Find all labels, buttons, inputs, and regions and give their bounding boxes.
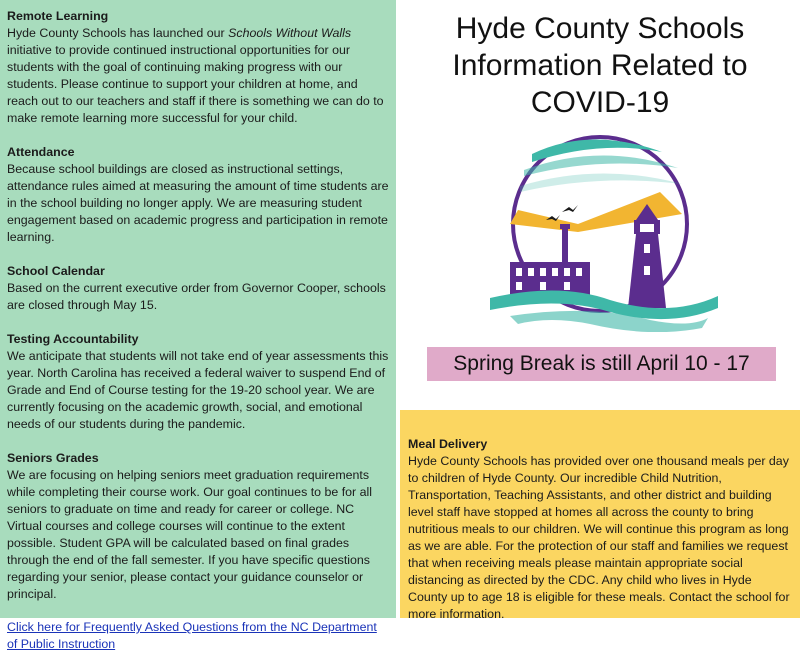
section-attendance	[7, 144, 390, 246]
section-remote-learning	[7, 8, 390, 127]
title-line: COVID-19	[530, 86, 670, 119]
body-text: Hyde County Schools has launched our	[7, 26, 229, 40]
section-heading: Testing Accountability	[7, 332, 139, 346]
right-header-panel	[400, 0, 800, 410]
page-title	[400, 10, 800, 121]
section-heading: School Calendar	[7, 264, 105, 278]
section-body	[7, 25, 390, 127]
section-body: Based on the current executive order from Governor Cooper, schools are closed through May 15.	[7, 281, 386, 312]
section-heading: Remote Learning	[7, 9, 109, 23]
section-body: Because school buildings are closed as instructional settings, attendance rules aimed at measuring the amount of time students are in the school building no longer apply. We are measuring student engagement based on academic progress and participation in remote learning.	[7, 162, 389, 244]
section-heading: Attendance	[7, 145, 75, 159]
left-info-panel	[0, 0, 396, 651]
title-line: Hyde County Schools	[455, 12, 745, 45]
initiative-name: Schools Without Walls	[228, 26, 352, 40]
section-seniors-grades	[7, 450, 390, 603]
faq-link[interactable]: Click here for Frequently Asked Questions from the NC Department of Public Instruction	[7, 620, 377, 651]
lighthouse-logo-icon	[450, 132, 750, 332]
meal-delivery-panel	[400, 410, 800, 621]
section-body: We anticipate that students will not take end of year assessments this year. North Carolina has received a federal waiver to suspend End of Grade and End of Course testing for the 19-20 school year. We are currently focusing on the academic growth, social, and emotional needs of our students during the pandemic.	[7, 349, 389, 431]
section-heading: Seniors Grades	[7, 451, 99, 465]
meal-heading: Meal Delivery	[408, 437, 488, 451]
spring-break-banner: Spring Break is still April 10 - 17	[427, 347, 776, 381]
title-line: Information Related to	[452, 49, 748, 82]
section-school-calendar	[7, 263, 390, 314]
body-text: initiative to provide continued instructional opportunities for our students with the goal of continuing making progress with our students. Please continue to support your children at home, and reach out to our teachers and staff if there is something we can do to make remote learning more successful for your child.	[7, 43, 384, 125]
section-body: We are focusing on helping seniors meet graduation requirements while completing their course work. Our goal continues to be for all seniors to graduate on time and ready for career or college. NC Virtual courses and college courses will continue to the extent possible. Student GPA will be calculated based on final grades through the end of the fall semester. If you have specific questions regarding your senior, please contact your guidance counselor or principal.	[7, 468, 373, 601]
meal-body: Hyde County Schools has provided over one thousand meals per day to children of Hyde County. Our incredible Child Nutrition, Transportation, Teaching Assistants, and other district and building level staff have stopped at homes all across the county to bring nutritious meals to our children. We will continue this program as long as we are able. For the protection of our staff and families we request that when receiving meals please maintain appropriate social distancing as directed by the CDC. Any child who lives in Hyde County up to age 18 is eligible for these meals. Contact the school for more information.	[408, 454, 790, 621]
section-testing-accountability	[7, 331, 390, 433]
